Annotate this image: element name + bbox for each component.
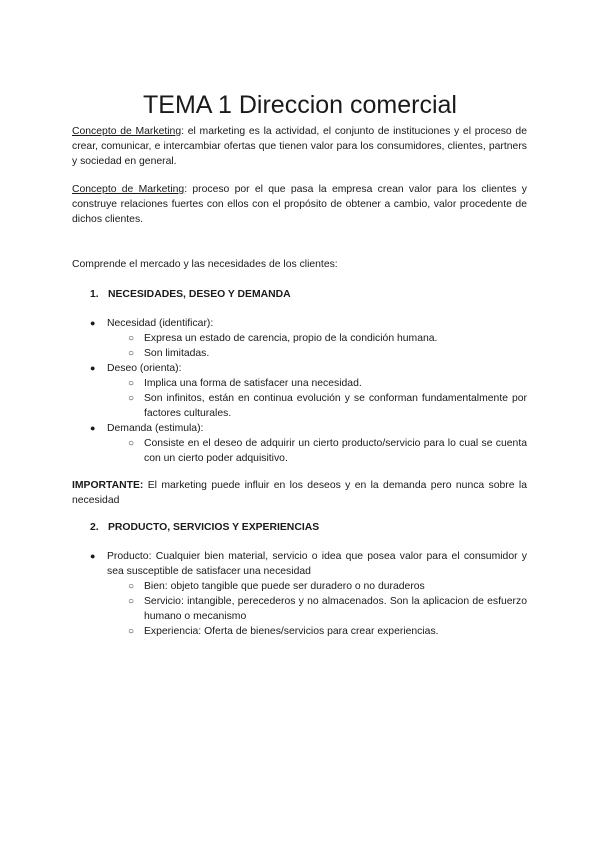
section-heading-1 [90,287,291,302]
bullet-icon: ● [90,363,96,373]
sub-list-item: ○ Servicio: intangible, perecederos y no almacenados. Son la aplicacion de esfuerzo humano o mecanismo [128,596,527,622]
definition-text: : el marketing es la actividad, el conjunto de instituciones y el proceso de crear, comunicar, e intercambiar ofertas que tienen valor para los consumidores, clientes, partners y sociedad en general. [72,126,527,167]
list-item: ● Deseo (orienta): [90,363,182,374]
definition-paragraph-1 [72,124,527,169]
important-paragraph [72,478,527,508]
circle-bullet-icon: ○ [128,348,135,359]
list-item: ● Demanda (estimula): [90,423,204,434]
sub-list-item: ○ Bien: objeto tangible que puede ser duradero o no duraderos [128,581,425,592]
section-number: 2. [90,522,99,533]
list-item: ● Necesidad (identificar): [90,318,214,329]
circle-bullet-icon: ○ [128,596,135,607]
section-heading-2 [90,520,319,535]
circle-bullet-icon: ○ [128,626,135,637]
sub-list-item: ○ Son limitadas. [128,348,210,359]
list-item: ● Producto: Cualquier bien material, servicio o idea que posea valor para el consumidor y sea susceptible de satisfacer una necesidad [90,551,527,577]
important-label: IMPORTANTE: [72,480,144,491]
intro-paragraph: Comprende el mercado y las necesidades de los clientes: [72,259,338,270]
sub-list-item: ○ Implica una forma de satisfacer una necesidad. [128,378,362,389]
definition-paragraph-2 [72,182,527,227]
sub-list-item: ○ Experiencia: Oferta de bienes/servicios para crear experiencias. [128,626,439,637]
bullet-icon: ● [90,318,96,328]
circle-bullet-icon: ○ [128,378,135,389]
bullet-icon: ● [90,423,96,433]
sub-list-item: ○ Expresa un estado de carencia, propio de la condición humana. [128,333,438,344]
page-title: TEMA 1 Direccion comercial [143,90,457,119]
section-number: 1. [90,289,99,300]
circle-bullet-icon: ○ [128,393,135,404]
section-heading-text: PRODUCTO, SERVICIOS Y EXPERIENCIAS [108,522,320,533]
definition-label: Concepto de Marketing [72,184,185,195]
bullet-icon: ● [90,551,96,561]
definition-text: : proceso por el que pasa la empresa crean valor para los clientes y construye relaciones fuertes con ellos con el propósito de obtener a cambio, valor procedente de dichos clientes. [72,184,528,225]
section-heading-text: NECESIDADES, DESEO Y DEMANDA [108,289,291,300]
important-text: El marketing puede influir en los deseos y en la demanda pero nunca sobre la necesidad [72,480,527,506]
sub-list-item: ○ Son infinitos, están en continua evolución y se conforman fundamentalmente por factores culturales. [128,393,527,419]
circle-bullet-icon: ○ [128,438,135,449]
circle-bullet-icon: ○ [128,581,135,592]
circle-bullet-icon: ○ [128,333,135,344]
definition-label: Concepto de Marketing [72,126,182,137]
sub-list-item: ○ Consiste en el deseo de adquirir un cierto producto/servicio para lo cual se cuenta con un cierto poder adquisitivo. [128,438,527,464]
